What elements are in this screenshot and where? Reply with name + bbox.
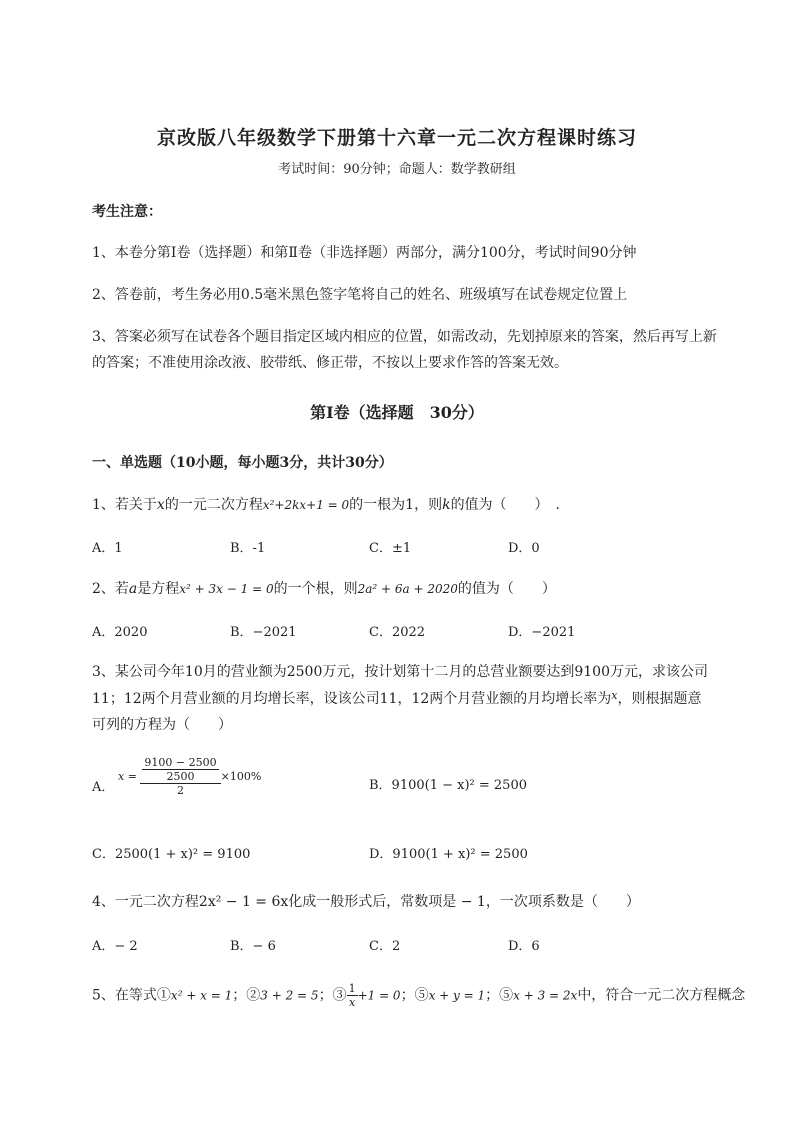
q1-text: 1、若关于 (92, 497, 157, 513)
q5-text: ；⑤ (400, 987, 429, 1004)
question-3-line: 可列的方程为（ ） (92, 717, 232, 733)
q1-option-b[interactable]: B．-1 (230, 541, 266, 556)
q3-option-a-lhs: x = (118, 770, 137, 783)
q2-text: 2、若 (92, 581, 129, 597)
q5-eq-3-tail: +1 = 0 (357, 988, 401, 1003)
q3-text: 11；12两个月营业额的月均增长率，设该公司11，12两个月营业额的月均增长率为 (92, 691, 612, 707)
q2-option-d[interactable]: D．−2021 (508, 625, 576, 640)
notice-heading: 考生注意： (92, 204, 162, 220)
q4-option-a[interactable]: A．− 2 (92, 939, 138, 954)
q5-eq-3-num: 1 (348, 982, 356, 995)
question-1 (92, 494, 560, 514)
q2-expression: 2a² + 6a + 2020 (357, 582, 458, 596)
q3-option-a-inner-den: 2500 (166, 770, 195, 783)
q3-text: ，则根据题意 (617, 691, 702, 707)
q4-option-d[interactable]: D．6 (508, 939, 540, 954)
section-title: 第I卷（选择题 30分） (310, 403, 484, 422)
notice-item: 2、答卷前，考生务必用0.5毫米黑色签字笔将自己的姓名、班级填写在试卷规定位置上 (92, 287, 628, 303)
q2-option-a[interactable]: A．2020 (92, 625, 148, 640)
q1-option-d[interactable]: D．0 (508, 541, 540, 556)
q2-option-b[interactable]: B．−2021 (230, 625, 297, 640)
q5-eq-5: x + 3 = 2x (513, 988, 578, 1003)
q1-text: 的一元二次方程 (164, 497, 263, 513)
notice-item: 3、答案必须写在试卷各个题目指定区域内相应的位置，如需改动，先划掉原来的答案，然后再写上新 (92, 329, 717, 345)
q1-text: 的一根为1，则 (349, 497, 443, 513)
q2-text: 的值为（ ） (457, 581, 556, 597)
q1-var-x: x (156, 497, 165, 513)
q3-option-a-inner-num: 9100 − 2500 (144, 756, 217, 769)
q1-option-c[interactable]: C．±1 (369, 541, 412, 556)
question-3-line: 3、某公司今年10月的营业额为2500万元，按计划第十二月的总营业额要达到9100万元，求该公司 (92, 664, 708, 680)
q3-var-x: x (611, 689, 618, 702)
q3-option-a-den: 2 (177, 784, 185, 797)
page-title: 京改版八年级数学下册第十六章一元二次方程课时练习 (156, 127, 637, 149)
q5-text: 5、在等式① (92, 987, 171, 1004)
q1-equation: x²+2kx+1 = 0 (262, 498, 350, 512)
q5-eq-3-fraction (347, 982, 358, 1009)
q3-option-b[interactable]: B．9100(1 − x)² = 2500 (369, 778, 527, 793)
page-subtitle: 考试时间：90分钟；命题人：数学教研组 (278, 162, 516, 177)
q3-option-a-fraction (140, 756, 220, 797)
question-3-line (92, 688, 701, 708)
q1-var-k: k (442, 497, 451, 513)
q5-eq-3-den: x (348, 996, 356, 1009)
q2-equation: x² + 3x − 1 = 0 (179, 582, 274, 596)
q5-text: 中，符合一元二次方程概念 (577, 987, 746, 1004)
q3-option-a-tail: ×100% (220, 770, 262, 783)
q5-eq-4: x + y = 1 (428, 988, 486, 1003)
q1-option-a[interactable]: A．1 (92, 541, 123, 556)
q3-option-c[interactable]: C．2500(1 + x)² = 9100 (92, 847, 251, 862)
q5-text: ；③ (318, 987, 347, 1004)
q2-var-a: a (128, 581, 138, 597)
q5-text: ；② (232, 987, 261, 1004)
notice-item: 的答案；不准使用涂改液、胶带纸、修正带，不按以上要求作答的答案无效。 (92, 355, 568, 371)
q3-option-a-label[interactable]: A． (92, 780, 115, 795)
question-2 (92, 578, 556, 598)
q3-option-a-inner-fraction (142, 756, 218, 783)
notice-item: 1、本卷分第I卷（选择题）和第Ⅱ卷（非选择题）两部分，满分100分，考试时间90分钟 (92, 245, 637, 261)
q2-text: 的一个根，则 (273, 581, 358, 597)
q5-eq-1: x² + x = 1 (170, 988, 233, 1003)
q4-option-c[interactable]: C．2 (369, 939, 401, 954)
q3-option-a-formula[interactable] (118, 756, 261, 797)
q2-text: 是方程 (137, 581, 180, 597)
question-4: 4、一元二次方程2x² − 1 = 6x化成一般形式后，常数项是 − 1，一次项系数是（ ） (92, 894, 640, 910)
q5-eq-2: 3 + 2 = 5 (260, 988, 319, 1003)
q4-option-b[interactable]: B．− 6 (230, 939, 276, 954)
question-5 (92, 982, 745, 1009)
q2-option-c[interactable]: C．2022 (369, 625, 426, 640)
q1-text: 的值为（ ） . (450, 497, 561, 513)
q3-option-d[interactable]: D．9100(1 + x)² = 2500 (369, 847, 528, 862)
part-title: 一、单选题（10小题，每小题3分，共计30分） (92, 455, 393, 471)
q5-text: ；⑤ (485, 987, 514, 1004)
